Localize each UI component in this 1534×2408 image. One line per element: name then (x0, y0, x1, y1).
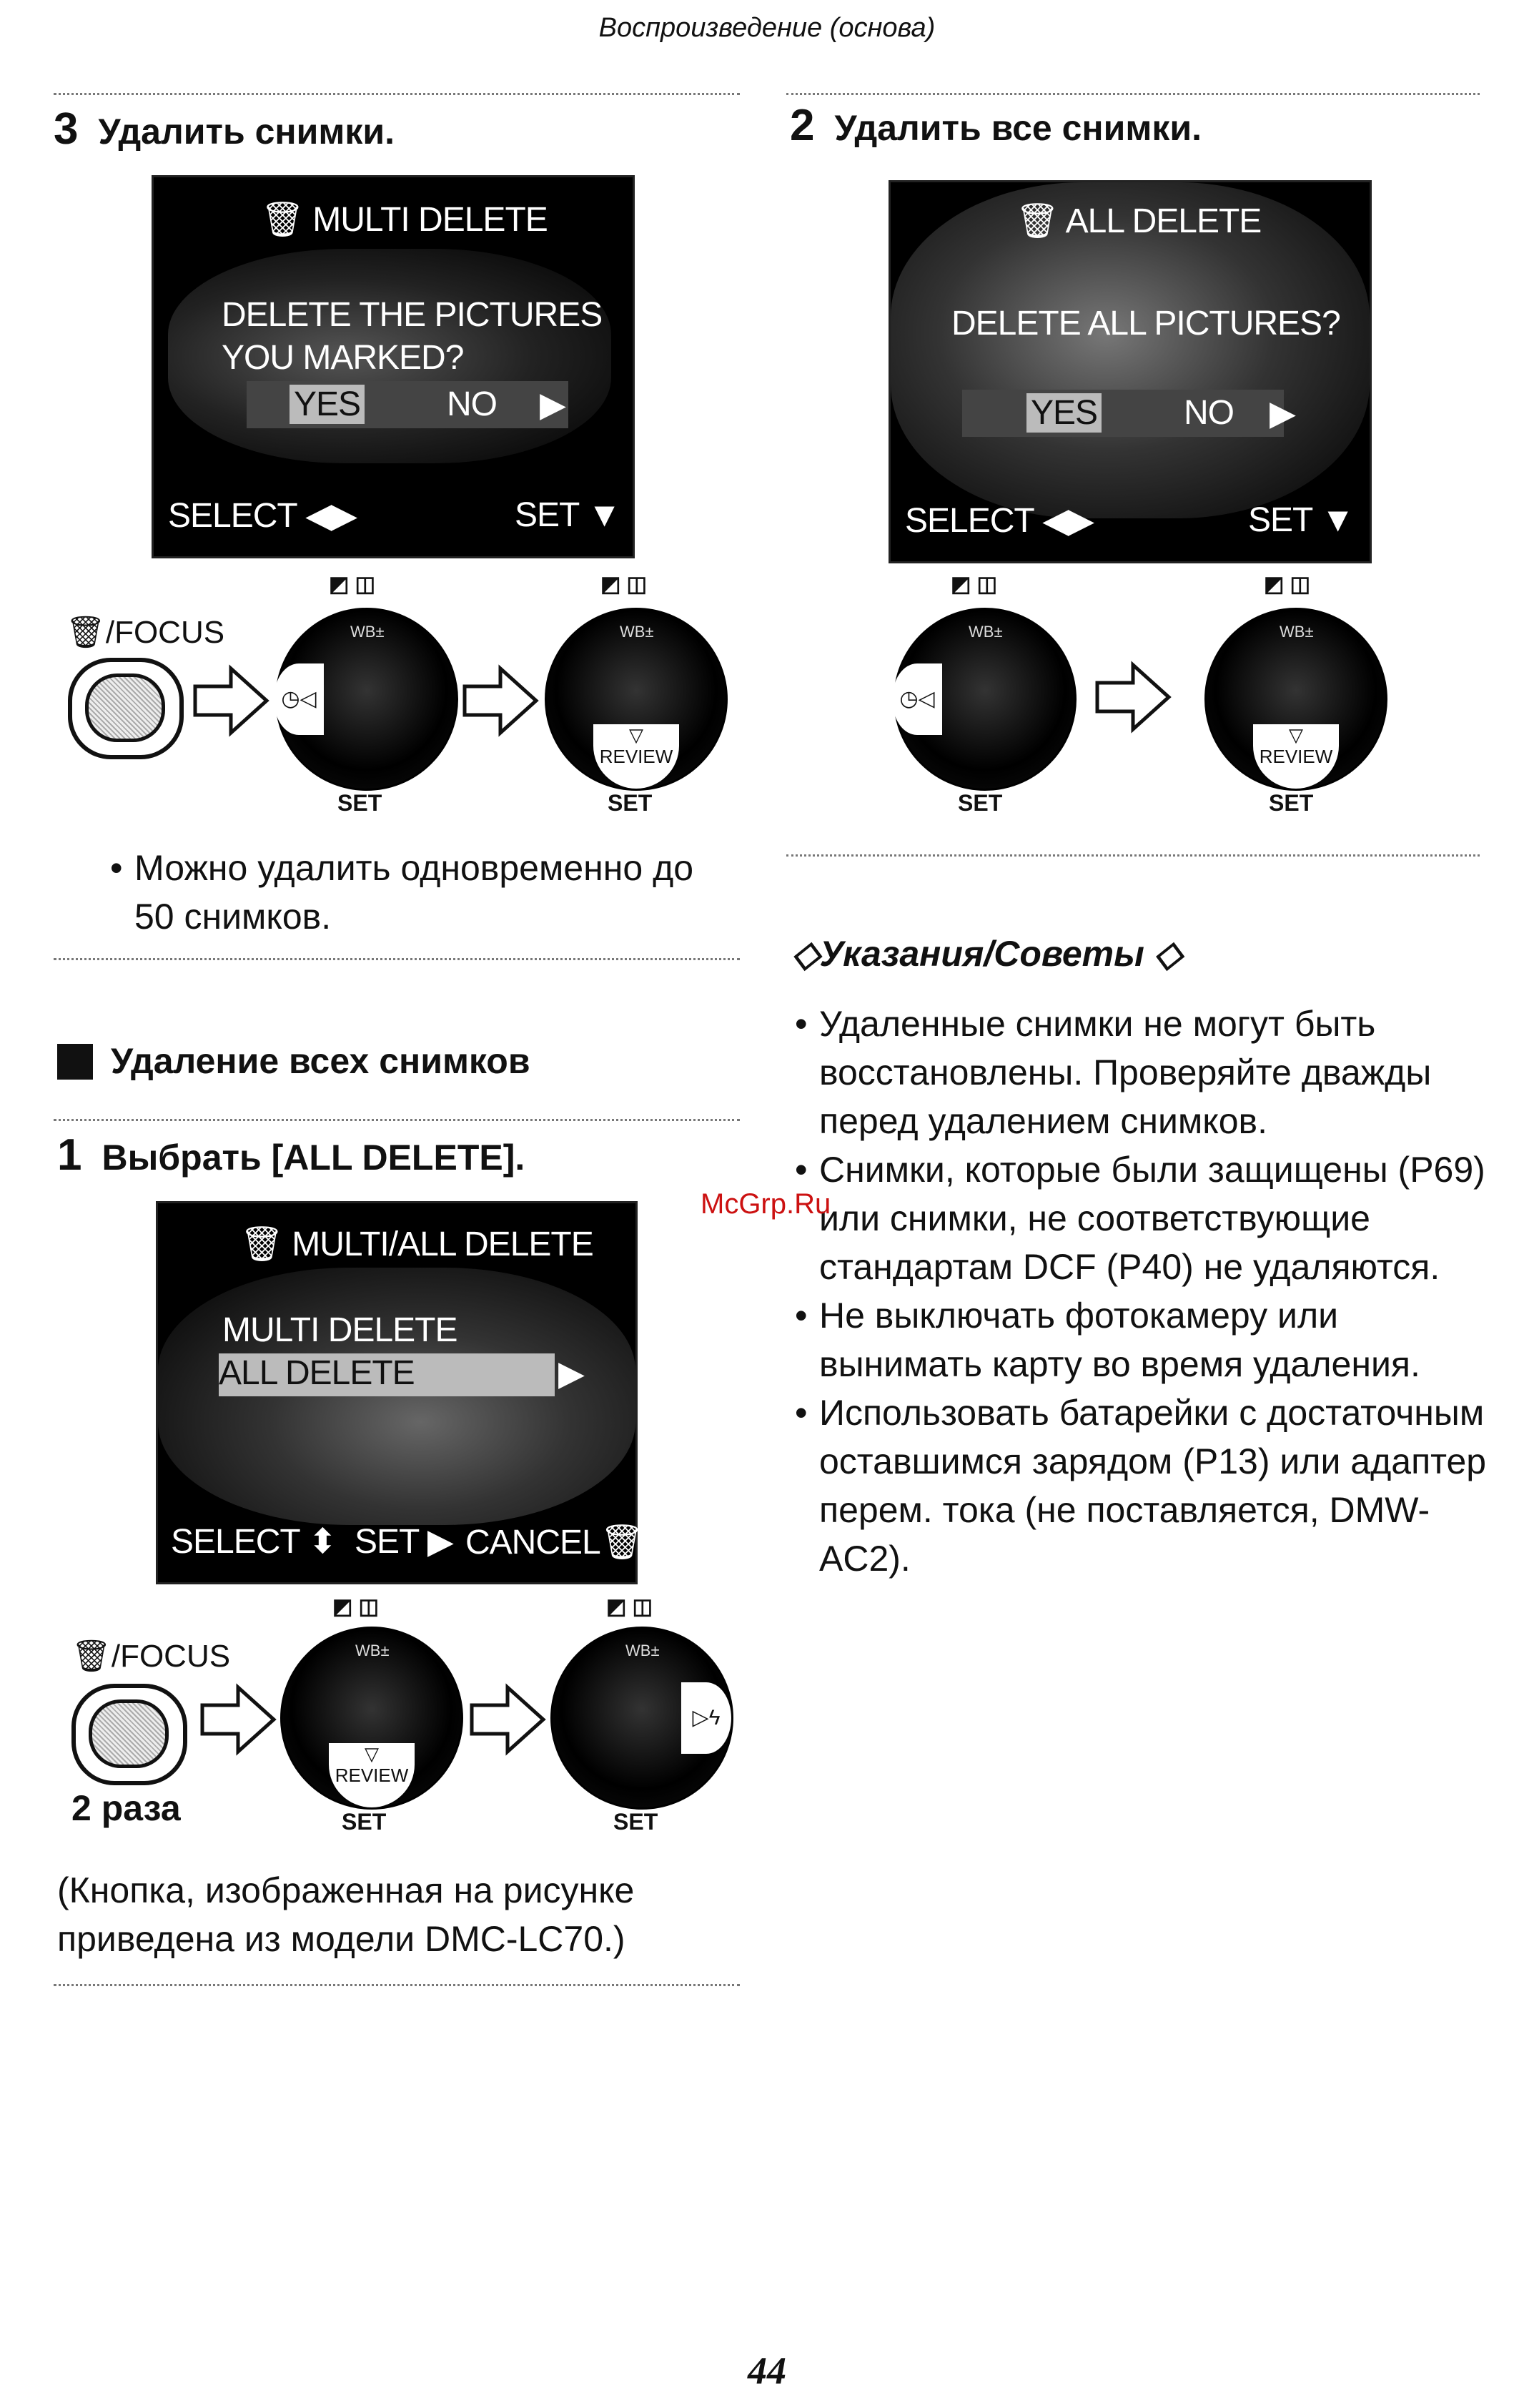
note-item: • Можно удалить одновременно до 50 снимков. (107, 844, 722, 941)
ev-burst-icons: ◩ ◫ (332, 1595, 380, 1619)
ev-burst-icons: ◩ ◫ (600, 573, 648, 596)
menu-item-all-delete[interactable]: ALL DELETE (219, 1353, 555, 1396)
step-number: 1 (57, 1130, 82, 1180)
dial-set-label: SET (958, 790, 1003, 816)
no-option[interactable]: NO (1184, 394, 1234, 432)
trash-icon: 🗑 (1016, 202, 1059, 240)
arrow-right-icon: ▶ (1270, 395, 1295, 433)
self-timer-left-icon[interactable]: ◷◁ (892, 663, 942, 735)
caption-text: (Кнопка, изображенная на рисунке приведена из модели DMC-LC70.) (57, 1870, 635, 1959)
screen-title: MULTI DELETE (312, 201, 548, 239)
down-arrow-icon: ▼ (587, 496, 621, 534)
arrow-right-icon (468, 1684, 547, 1755)
cursor-dial[interactable] (275, 608, 458, 791)
dial-set-label: SET (337, 790, 382, 816)
question-line2: YOU MARKED? (222, 339, 464, 377)
step-title: Удалить все снимки. (834, 108, 1202, 148)
review-down-button[interactable]: ▽ REVIEW (593, 724, 679, 789)
menu-item-multi-delete[interactable]: MULTI DELETE (222, 1311, 457, 1349)
trash-icon: 🗑 (261, 201, 304, 239)
wb-label: WB± (625, 1642, 660, 1659)
divider (54, 93, 740, 95)
tip-item: • Снимки, которые были защищены (P69) или снимки, не соответствующие стандартам DCF (P40) не удаляются. (792, 1145, 1500, 1291)
dial-set-label: SET (1269, 790, 1314, 816)
step2-heading (790, 100, 1202, 151)
tip-item: • Не выключать фотокамеру или вынимать карту во время удаления. (792, 1291, 1500, 1388)
cursor-dial[interactable] (1204, 608, 1387, 791)
left-right-arrows-icon: ◀▶ (1042, 502, 1094, 540)
wb-label: WB± (969, 623, 1003, 641)
diamond-icon: ◇ (792, 934, 820, 974)
button-label: /FOCUS (105, 615, 225, 650)
flash-right-icon[interactable]: ▷ϟ (681, 1682, 731, 1754)
wb-label: WB± (350, 623, 385, 641)
delete-focus-button[interactable] (68, 658, 184, 759)
camera-screen-all-delete (889, 180, 1372, 563)
note-text (107, 844, 722, 941)
right-arrow-icon: ▶ (427, 1523, 453, 1561)
tips-heading-text: Указания/Советы (819, 934, 1144, 974)
left-right-arrows-icon: ◀▶ (305, 497, 357, 535)
ev-burst-icons: ◩ ◫ (951, 573, 998, 596)
arrow-right-icon: ▶ (558, 1355, 584, 1393)
set-label: SET (1248, 501, 1312, 539)
divider (54, 958, 740, 960)
divider (786, 93, 1480, 95)
review-label: REVIEW (1259, 746, 1333, 767)
trash-icon: 🗑 (600, 1524, 643, 1561)
step-title: Удалить снимки. (98, 112, 395, 152)
step-title: Выбрать [ALL DELETE]. (102, 1138, 525, 1178)
ev-burst-icons: ◩ ◫ (606, 1595, 653, 1619)
review-label: REVIEW (335, 1765, 409, 1786)
select-label: SELECT (171, 1523, 300, 1561)
select-label: SELECT (905, 502, 1034, 540)
arrow-right-icon (1094, 661, 1172, 733)
screen-title: MULTI/ALL DELETE (292, 1225, 593, 1263)
ev-burst-icons: ◩ ◫ (329, 573, 376, 596)
section-heading: Удаление всех снимков (111, 1041, 530, 1081)
section-square-icon (57, 1044, 93, 1080)
review-down-button[interactable]: ▽ REVIEW (329, 1743, 415, 1807)
down-arrow-icon: ▼ (1320, 501, 1355, 539)
dial-set-label: SET (608, 790, 653, 816)
yes-option[interactable]: YES (1026, 393, 1102, 433)
tip-item: • Удаленные снимки не могут быть восстановлены. Проверяйте дважды перед удалением снимков. (792, 1000, 1500, 1145)
step-number: 2 (790, 101, 815, 150)
step-number: 3 (54, 104, 79, 154)
arrow-right-icon (199, 1684, 277, 1755)
arrow-right-icon (192, 665, 270, 736)
review-down-button[interactable]: ▽ REVIEW (1253, 724, 1339, 789)
yes-option[interactable]: YES (290, 385, 365, 424)
camera-screen-multi-delete (152, 175, 635, 558)
page-header: Воспроизведение (основа) (598, 13, 936, 43)
wb-label: WB± (355, 1642, 390, 1659)
review-label: REVIEW (599, 746, 673, 767)
arrow-right-icon: ▶ (540, 386, 565, 424)
set-label: SET (515, 496, 579, 534)
ev-burst-icons: ◩ ◫ (1264, 573, 1311, 596)
arrow-right-icon (461, 665, 540, 736)
delete-focus-button[interactable] (71, 1684, 187, 1785)
cursor-dial[interactable] (550, 1627, 733, 1810)
trash-icon: 🗑 (71, 1639, 112, 1674)
press-count: 2 раза (71, 1788, 181, 1828)
no-option[interactable]: NO (447, 385, 497, 423)
cancel-label: CANCEL (465, 1524, 600, 1561)
dial-set-label: SET (342, 1809, 387, 1835)
watermark: McGrp.Ru (701, 1188, 831, 1220)
self-timer-left-icon[interactable]: ◷◁ (274, 663, 324, 735)
cursor-dial[interactable] (894, 608, 1077, 791)
page-number: 44 (748, 2349, 786, 2392)
question: DELETE ALL PICTURES? (951, 305, 1340, 342)
trash-icon: 🗑 (66, 615, 106, 650)
camera-screen-multi-all-delete (156, 1201, 643, 1584)
tips-heading (792, 933, 1182, 974)
tip-item: • Использовать батарейки с достаточным оставшимся зарядом (P13) или адаптер перем. тока (не поставляется, DMW-AC2). (792, 1388, 1500, 1583)
divider (54, 1984, 740, 1986)
button-label: /FOCUS (111, 1639, 231, 1674)
divider (54, 1119, 740, 1121)
screen-title: ALL DELETE (1065, 202, 1262, 240)
wb-label: WB± (1280, 623, 1314, 641)
cursor-dial[interactable] (280, 1627, 463, 1810)
tips-list (792, 1000, 1500, 1583)
cursor-dial[interactable] (545, 608, 728, 791)
dial-set-label: SET (613, 1809, 658, 1835)
diamond-icon: ◇ (1154, 934, 1182, 974)
wb-label: WB± (620, 623, 654, 641)
question-line1: DELETE THE PICTURES (222, 296, 603, 334)
trash-icon: 🗑 (240, 1225, 283, 1263)
up-down-arrows-icon: ⬍ (308, 1523, 337, 1561)
set-label: SET (355, 1523, 419, 1561)
step1-heading (57, 1130, 525, 1180)
step3-heading (54, 104, 395, 154)
select-label: SELECT (168, 497, 297, 535)
divider (786, 854, 1480, 857)
